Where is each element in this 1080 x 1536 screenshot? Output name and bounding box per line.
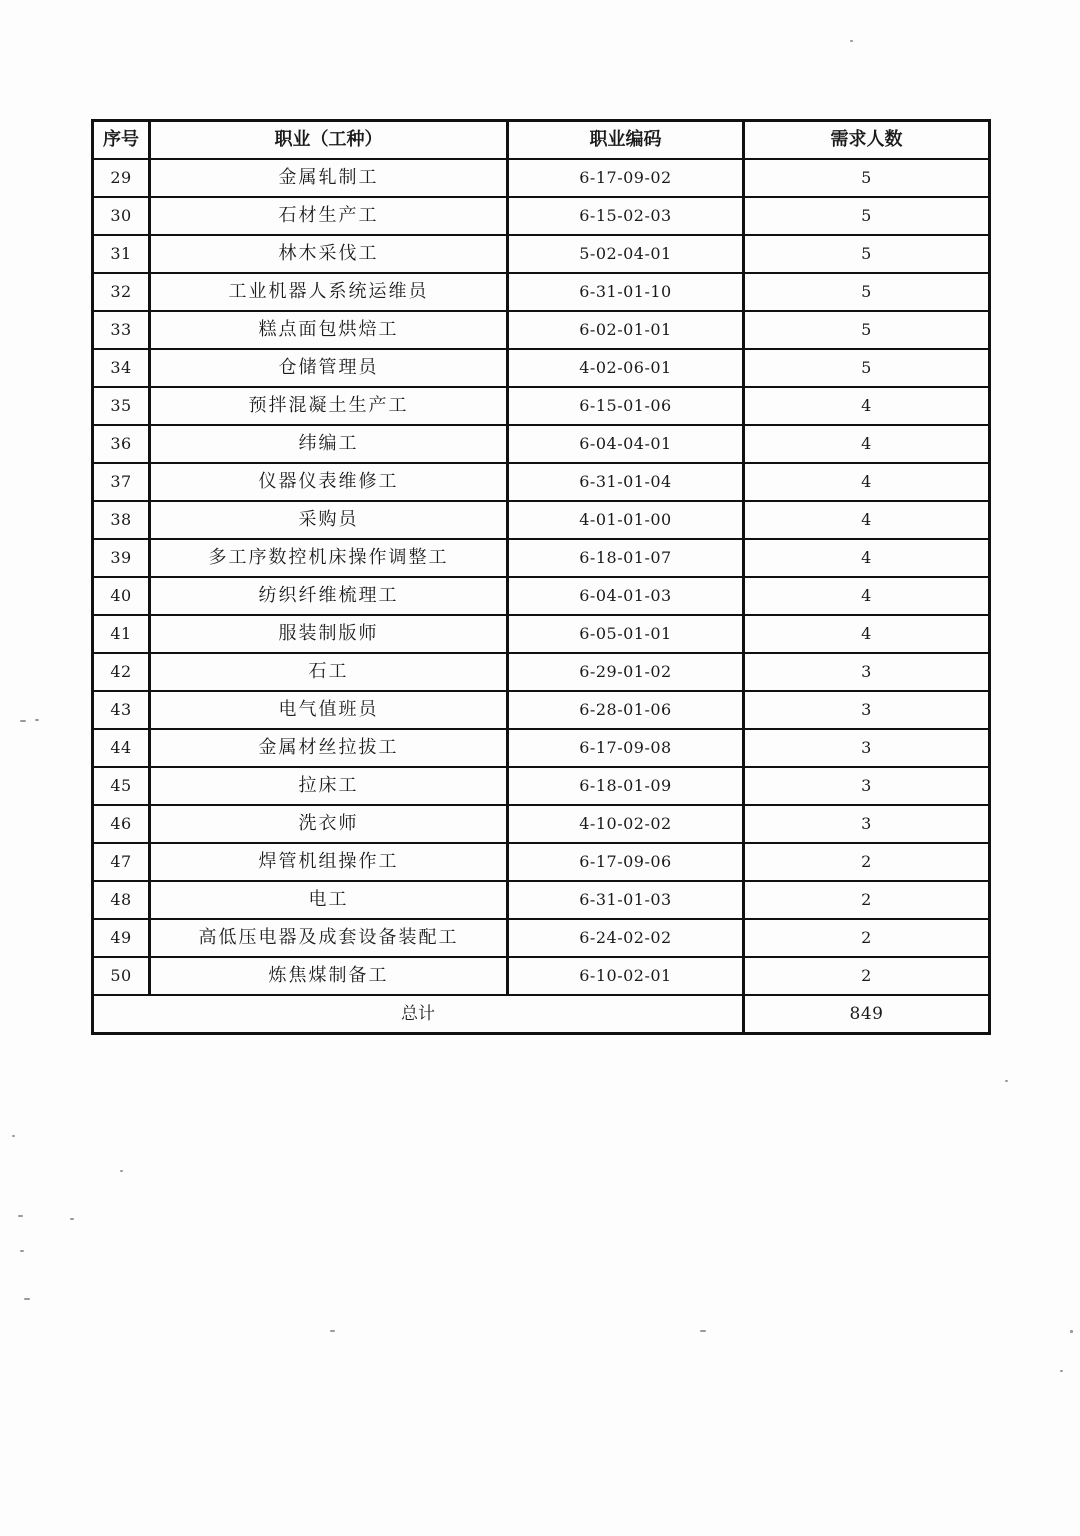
row-serial-number: 47 — [93, 843, 150, 881]
row-demand-count: 3 — [744, 729, 990, 767]
scan-speck — [120, 1170, 123, 1172]
row-occupation-code: 6-17-09-08 — [508, 729, 744, 767]
row-occupation-code: 4-10-02-02 — [508, 805, 744, 843]
row-serial-number: 33 — [93, 311, 150, 349]
table-row — [93, 843, 990, 881]
header-demand-count: 需求人数 — [744, 121, 990, 160]
row-demand-count: 5 — [744, 273, 990, 311]
row-serial-number: 50 — [93, 957, 150, 995]
table-row — [93, 197, 990, 235]
table-row — [93, 235, 990, 273]
row-occupation-code: 6-18-01-09 — [508, 767, 744, 805]
row-demand-count: 2 — [744, 843, 990, 881]
row-serial-number: 34 — [93, 349, 150, 387]
scan-speck — [20, 720, 26, 722]
scan-speck — [20, 1250, 24, 1252]
row-occupation-name: 服装制版师 — [150, 615, 508, 653]
table-row — [93, 159, 990, 197]
row-occupation-name: 采购员 — [150, 501, 508, 539]
row-demand-count: 4 — [744, 615, 990, 653]
row-serial-number: 39 — [93, 539, 150, 577]
header-occupation: 职业（工种） — [150, 121, 508, 160]
table-row — [93, 653, 990, 691]
row-demand-count: 5 — [744, 311, 990, 349]
table-row — [93, 577, 990, 615]
scan-speck — [330, 1330, 335, 1332]
row-serial-number: 43 — [93, 691, 150, 729]
row-occupation-code: 6-18-01-07 — [508, 539, 744, 577]
row-serial-number: 30 — [93, 197, 150, 235]
row-occupation-name: 焊管机组操作工 — [150, 843, 508, 881]
row-demand-count: 3 — [744, 653, 990, 691]
row-serial-number: 46 — [93, 805, 150, 843]
row-occupation-code: 6-29-01-02 — [508, 653, 744, 691]
row-occupation-name: 炼焦煤制备工 — [150, 957, 508, 995]
row-serial-number: 37 — [93, 463, 150, 501]
row-occupation-name: 金属材丝拉拔工 — [150, 729, 508, 767]
row-demand-count: 4 — [744, 577, 990, 615]
row-occupation-code: 5-02-04-01 — [508, 235, 744, 273]
row-serial-number: 40 — [93, 577, 150, 615]
table-row — [93, 425, 990, 463]
row-demand-count: 4 — [744, 501, 990, 539]
row-occupation-code: 6-17-09-06 — [508, 843, 744, 881]
row-occupation-code: 6-24-02-02 — [508, 919, 744, 957]
row-demand-count: 3 — [744, 691, 990, 729]
table-row — [93, 311, 990, 349]
table-row — [93, 767, 990, 805]
table-row — [93, 615, 990, 653]
row-serial-number: 48 — [93, 881, 150, 919]
row-demand-count: 2 — [744, 881, 990, 919]
row-occupation-code: 6-05-01-01 — [508, 615, 744, 653]
row-demand-count: 5 — [744, 159, 990, 197]
scan-speck — [18, 1215, 23, 1217]
row-occupation-name: 纺织纤维梳理工 — [150, 577, 508, 615]
table-row — [93, 729, 990, 767]
scan-speck — [70, 1218, 74, 1220]
header-occupation-code: 职业编码 — [508, 121, 744, 160]
row-demand-count: 5 — [744, 197, 990, 235]
total-row — [93, 995, 990, 1034]
row-serial-number: 38 — [93, 501, 150, 539]
row-occupation-name: 高低压电器及成套设备装配工 — [150, 919, 508, 957]
table-row — [93, 957, 990, 995]
table-row — [93, 919, 990, 957]
row-occupation-name: 电气值班员 — [150, 691, 508, 729]
row-serial-number: 31 — [93, 235, 150, 273]
row-occupation-code: 6-28-01-06 — [508, 691, 744, 729]
row-occupation-code: 6-31-01-03 — [508, 881, 744, 919]
row-occupation-code: 6-17-09-02 — [508, 159, 744, 197]
row-serial-number: 44 — [93, 729, 150, 767]
row-demand-count: 2 — [744, 957, 990, 995]
table-body — [93, 159, 990, 995]
row-occupation-code: 6-15-02-03 — [508, 197, 744, 235]
row-serial-number: 35 — [93, 387, 150, 425]
row-occupation-name: 石工 — [150, 653, 508, 691]
table-row — [93, 539, 990, 577]
scan-speck — [12, 1135, 15, 1137]
row-occupation-name: 林木采伐工 — [150, 235, 508, 273]
row-occupation-name: 电工 — [150, 881, 508, 919]
row-demand-count: 5 — [744, 235, 990, 273]
row-occupation-code: 6-31-01-04 — [508, 463, 744, 501]
scan-speck — [1005, 1080, 1008, 1082]
row-demand-count: 3 — [744, 767, 990, 805]
table-row — [93, 273, 990, 311]
row-occupation-name: 拉床工 — [150, 767, 508, 805]
table-row — [93, 387, 990, 425]
scan-speck — [1070, 1330, 1073, 1333]
row-occupation-name: 糕点面包烘焙工 — [150, 311, 508, 349]
table-row — [93, 463, 990, 501]
row-demand-count: 4 — [744, 463, 990, 501]
table-row — [93, 881, 990, 919]
row-demand-count: 4 — [744, 539, 990, 577]
row-occupation-code: 6-02-01-01 — [508, 311, 744, 349]
row-occupation-code: 6-15-01-06 — [508, 387, 744, 425]
scan-speck — [24, 1298, 30, 1300]
row-serial-number: 49 — [93, 919, 150, 957]
row-occupation-code: 6-04-01-03 — [508, 577, 744, 615]
row-occupation-code: 4-01-01-00 — [508, 501, 744, 539]
row-demand-count: 5 — [744, 349, 990, 387]
total-value: 849 — [744, 995, 990, 1034]
occupation-demand-table — [91, 119, 991, 1035]
row-occupation-code: 6-10-02-01 — [508, 957, 744, 995]
row-occupation-code: 6-04-04-01 — [508, 425, 744, 463]
row-occupation-name: 洗衣师 — [150, 805, 508, 843]
row-occupation-name: 纬编工 — [150, 425, 508, 463]
row-occupation-name: 仓储管理员 — [150, 349, 508, 387]
row-occupation-name: 工业机器人系统运维员 — [150, 273, 508, 311]
scan-speck — [700, 1330, 706, 1332]
row-occupation-code: 4-02-06-01 — [508, 349, 744, 387]
row-serial-number: 45 — [93, 767, 150, 805]
table-row — [93, 349, 990, 387]
row-serial-number: 32 — [93, 273, 150, 311]
scan-speck — [850, 40, 853, 42]
row-serial-number: 42 — [93, 653, 150, 691]
table-row — [93, 805, 990, 843]
row-occupation-name: 仪器仪表维修工 — [150, 463, 508, 501]
row-demand-count: 4 — [744, 425, 990, 463]
table-row — [93, 501, 990, 539]
row-serial-number: 29 — [93, 159, 150, 197]
header-serial-number: 序号 — [93, 121, 150, 160]
table-row — [93, 691, 990, 729]
row-occupation-code: 6-31-01-10 — [508, 273, 744, 311]
row-occupation-name: 预拌混凝土生产工 — [150, 387, 508, 425]
row-serial-number: 41 — [93, 615, 150, 653]
row-occupation-name: 金属轧制工 — [150, 159, 508, 197]
total-label: 总计 — [93, 995, 744, 1034]
row-demand-count: 2 — [744, 919, 990, 957]
row-demand-count: 4 — [744, 387, 990, 425]
table-header-row — [93, 121, 990, 160]
row-demand-count: 3 — [744, 805, 990, 843]
scan-speck — [1060, 1370, 1063, 1372]
scan-speck — [35, 719, 39, 721]
row-occupation-name: 多工序数控机床操作调整工 — [150, 539, 508, 577]
row-occupation-name: 石材生产工 — [150, 197, 508, 235]
row-serial-number: 36 — [93, 425, 150, 463]
